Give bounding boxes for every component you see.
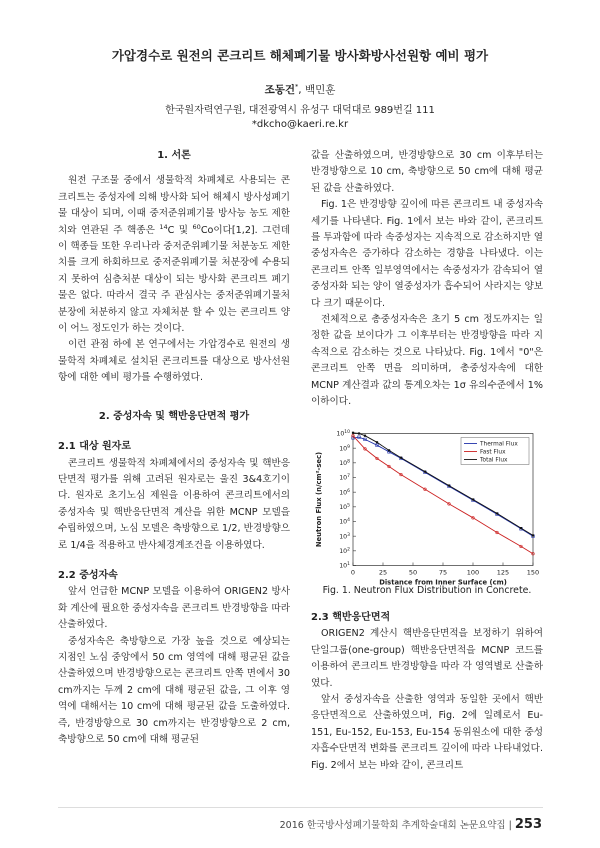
x-tick-label: 150	[526, 568, 540, 577]
main-author: 조동건	[264, 84, 296, 96]
total-point	[532, 534, 534, 536]
y-tick-exponent: 2	[347, 547, 350, 553]
flux-paragraph-cont: 값을 산출하였으며, 반경방향으로 30 cm 이후부터는 반경방향으로 10 cm, 축방향으로 50 cm에 대해 평균된 값을 산출하였다.	[311, 150, 543, 194]
y-tick-label: $10^9$	[339, 444, 350, 453]
y-tick-exponent: 5	[347, 503, 350, 509]
figure-1-caption: Fig. 1. Neutron Flux Distribution in Concrete.	[322, 585, 532, 596]
y-tick-exponent: 4	[347, 518, 350, 524]
total-point	[358, 432, 360, 434]
neutron-flux-chart	[311, 420, 543, 600]
total-point	[472, 498, 474, 500]
footer-text: 2016 한국방사성폐기물학회 추계학술대회 논문요약집	[279, 820, 506, 831]
right-column-bottom	[311, 610, 543, 774]
x-tick-label: 0	[350, 568, 356, 577]
total-flux-paragraph: 전체적으로 총중성자속은 초기 5 cm 정도까지는 일정한 값을 보이다가 그 이후부터는 반경방향을 따라 지속적으로 감소하는 것으로 나타났다. Fig. 1에서 "0"은 콘크리트 안쪽 면을 의미하며, 총중성자속에 대한 MCNP 계산결과 값의 통계오차는 1σ 유의수준에서 1% 이하이다.	[311, 314, 543, 408]
y-tick-exponent: 10	[344, 430, 350, 436]
intro-text-c: Co이다[1,2]. 그런데 이 핵종들 또한 우리나라 중저준위폐기물 처분농도 제한치를 크게 하회하므로 중저준위폐기물 처분장에 수용되지 못하여 심층처분 대상이 되는 방사화 콘크리트 폐기물은 없다. 따라서 결국 주 관심사는 중저준위폐기물처분장에 처분하지 않고 자체처분 할 수 있는 콘크리트 양이 어느 정도인가 하는 것이다.	[58, 224, 291, 335]
y-tick-exponent: 7	[347, 474, 350, 480]
y-tick-exponent: 8	[347, 459, 350, 465]
intro-paragraph-1	[58, 173, 290, 337]
authors	[0, 82, 600, 97]
y-tick-label: $10^1$	[339, 562, 350, 570]
reactor-paragraph: 콘크리트 생물학적 차폐체에서의 중성자속 및 핵반응단면적 평가를 위해 고려된 원자로는 울진 3&4호기이다. 원자로 초기노심 제원을 이용하여 콘크리트에서의 중성자속 및 핵반응단면적 계산을 위한 MCNP 모델을 수립하였으며, 노심 모델은 축방향으로 1/2, 반경방향으로 1/4을 적용하고 반사체경계조건을 이용하였다.	[58, 457, 290, 551]
affiliation: 한국원자력연구원, 대전광역시 유성구 대덕대로 989번길 111	[165, 105, 435, 116]
total-point	[424, 471, 426, 473]
corresponding-mark: *	[295, 82, 299, 91]
right-column-top	[311, 148, 543, 411]
y-tick-label: $10^5$	[339, 503, 350, 512]
section-2-3-title: 2.3 핵반응단면적	[311, 612, 391, 623]
x-tick-label: 100	[466, 568, 480, 577]
c14-mass: 14	[159, 222, 168, 231]
y-tick-exponent: 3	[347, 532, 350, 538]
y-tick-label: $10^3$	[339, 532, 350, 541]
xs-paragraph-2: 앞서 중성자속을 산출한 영역과 동일한 곳에서 핵반응단면적으로 산출하였으며, Fig. 2에 일례로서 Eu-151, Eu-152, Eu-153, Eu-154 동위원소에 대한 중성자흡수단면적 변화를 콘크리트 깊이에 따라 나타내었다. Fig. 2에서 보는 바와 같이, 콘크리트	[311, 694, 543, 771]
flux-paragraph-1: 앞서 언급한 MCNP 모델을 이용하여 ORIGEN2 방사화 계산에 필요한 중성자속을 콘크리트 반경방향을 따라 산출하였다.	[58, 586, 290, 631]
y-tick-exponent: 6	[347, 488, 350, 494]
y-tick-exponent: 1	[347, 562, 350, 568]
email: *dkcho@kaeri.re.kr	[251, 119, 349, 130]
x-tick-label: 75	[438, 568, 448, 577]
y-tick-label: $10^8$	[339, 459, 350, 468]
y-tick-exponent: 9	[347, 444, 350, 450]
footer-separator: |	[505, 820, 515, 831]
y-tick-label: $10^4$	[339, 518, 350, 526]
section-2-1-title: 2.1 대상 원자로	[58, 441, 131, 453]
intro-paragraph-2: 이런 관점 하에 본 연구에서는 가압경수로 원전의 생물학적 차폐체로 설치된 콘크리트를 대상으로 방사선원항에 대한 예비 평가를 수행하였다.	[58, 339, 290, 384]
legend-label: Fast Flux	[480, 449, 506, 456]
section-2-title: 2. 중성자속 및 핵반응단면적 평가	[98, 410, 250, 422]
x-tick-label: 25	[378, 568, 388, 577]
y-axis-label: Neutron Flux (n/cm²-sec)	[315, 451, 323, 548]
page-number: 253	[514, 817, 542, 832]
section-1-title: 1. 서론	[157, 150, 191, 161]
x-tick-label: 50	[408, 568, 418, 577]
total-point	[448, 484, 450, 486]
legend-label: Thermal Flux	[480, 441, 518, 448]
total-point	[376, 441, 378, 443]
y-tick-label: $10^2$	[339, 547, 350, 556]
flux-paragraph-2: 중성자속은 축방향으로 가장 높을 것으로 예상되는 지점인 노심 중앙에서 50 cm 영역에 대해 평균된 값을 산출하였으며 반경방향으로는 콘크리트 안쪽 면에서 30 cm까지는 두께 2 cm에 대해 평균된 값을, 그 이후 영역에 대해서는 10 cm에 대해 평균된 값을 도출하였다. 즉, 반경방향으로 30 cm까지는 반경방향으로 2 cm, 축방향으로 50 cm에 대해 평균된	[58, 635, 290, 745]
left-column	[58, 148, 290, 748]
y-tick-label: $10^6$	[339, 488, 350, 497]
xs-paragraph-1: ORIGEN2 계산시 핵반응단면적을 보정하기 위하여 단일그룹(one-group) 핵반응단면적을 MCNP 코드를 이용하여 콘크리트 반경방향을 따라 각 영역별로 산출하였다.	[311, 628, 543, 689]
footer-divider	[58, 807, 543, 808]
y-tick-label: $10^7$	[339, 474, 350, 482]
total-point	[352, 432, 354, 434]
total-point	[364, 435, 366, 437]
legend-label: Total Flux	[480, 457, 508, 464]
intro-text-b: C 및	[167, 224, 193, 236]
total-point	[496, 512, 498, 514]
total-point	[520, 527, 522, 529]
page-footer	[280, 817, 542, 832]
fig-discussion-paragraph: Fig. 1은 반경방향 깊이에 따른 콘크리트 내 중성자속 세기를 나타낸다. Fig. 1에서 보는 바와 같이, 콘크리트를 투과함에 따라 속중성자는 지속적으로 감소하지만 열중성자속은 증가하다 감소하는 경향을 나타냈다. 이는 콘크리트 안쪽 일부영역에서는 속중성자가 감속되어 열중성자화 되는 양이 열중성자가 흡수되어 사라지는 양보다 크기 때문이다.	[311, 199, 543, 309]
co60-mass: 60	[192, 222, 201, 231]
total-point	[400, 457, 402, 459]
x-axis-label: Distance from Inner Surface (cm)	[379, 578, 507, 587]
y-tick-label: $10^{10}$	[336, 430, 350, 438]
total-point	[388, 449, 390, 451]
paper-title: 가압경수로 원전의 콘크리트 해체폐기물 방사화방사선원항 예비 평가	[111, 48, 489, 63]
x-tick-label: 125	[496, 568, 510, 577]
co-author: 백민훈	[304, 84, 336, 96]
intro-text-a: 원전 구조물 중에서 생물학적 차폐체로 사용되는 콘크리트는 중성자에 의해 방사화 되어 해체시 방사성폐기물 대상이 되며, 이때 중저준위폐기물 방사능 농도 제한치와 연관된 주 핵종은	[58, 175, 290, 236]
author-separator: ,	[298, 84, 305, 96]
section-2-2-title: 2.2 중성자속	[58, 569, 118, 581]
